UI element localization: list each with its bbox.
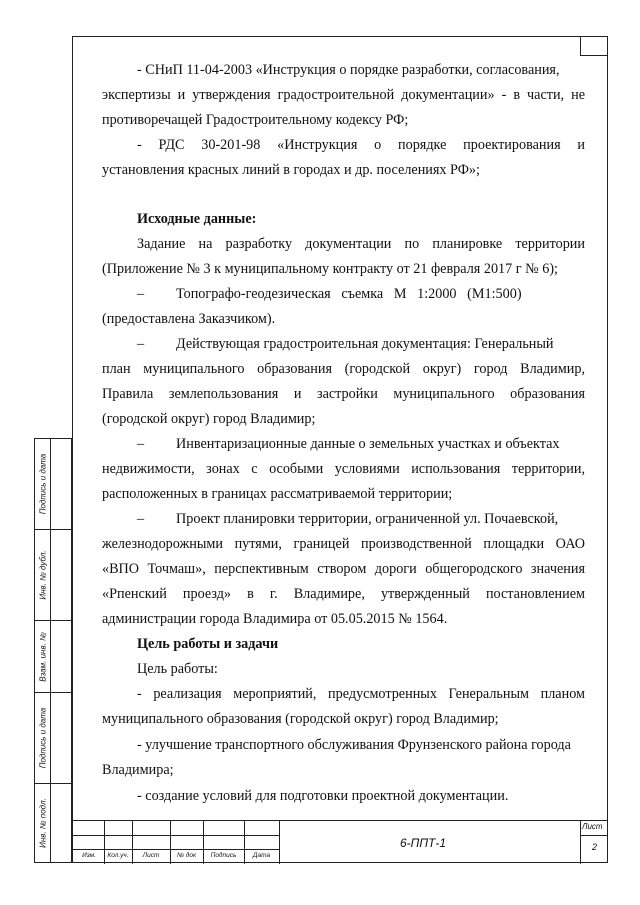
- text-line: противоречащей Градостроительному кодексу РФ;: [102, 112, 409, 128]
- stamp-col-podp: Подпись: [210, 852, 237, 859]
- text-line: Правила землепользования и застройки муниципального образования: [102, 386, 585, 402]
- text-line: администрации города Владимира от 05.05.2015 № 1564.: [102, 611, 448, 627]
- stamp-col-data: Дата: [252, 852, 271, 859]
- side-cell-dup-inventory: Инв. № дубл.: [34, 529, 72, 621]
- text-line: - реализация мероприятий, предусмотренных Генеральным планом: [137, 686, 585, 702]
- text-line: (предоставлена Заказчиком).: [102, 311, 276, 327]
- text-line: муниципального образования (городской округ) город Владимир;: [102, 711, 499, 727]
- text-line: - создание условий для подготовки проектной документации.: [137, 788, 509, 804]
- side-cell-original-inventory: Инв. № подл.: [34, 783, 72, 863]
- text-line: (Приложение № 3 к муниципальному контракту от 21 февраля 2017 г № 6);: [102, 261, 558, 277]
- stamp-col-list: Лист: [142, 852, 160, 859]
- text-line: Владимира;: [102, 762, 174, 778]
- section-heading: Цель работы и задачи: [137, 636, 279, 652]
- text-line: Задание на разработку документации по планировке территории: [137, 236, 585, 252]
- text-line: - РДС 30-201-98 «Инструкция о порядке проектирования и: [137, 137, 585, 153]
- title-block: [72, 820, 608, 864]
- sheet-label: Лист: [582, 822, 603, 831]
- text-line: «Рпенский проезд» в г. Владимире, утвержденный постановлением: [102, 586, 585, 602]
- text-line: недвижимости, зонах с особыми условиями использования территории,: [102, 461, 585, 477]
- text-line: Цель работы:: [137, 661, 218, 677]
- text-line: – Проект планировки территории, ограниченной ул. Почаевской,: [137, 511, 559, 527]
- page-number: 2: [592, 842, 598, 852]
- text-line: – Действующая градостроительная документация: Генеральный: [137, 336, 554, 352]
- stamp-col-izm: Изм.: [82, 852, 96, 859]
- side-cell-signature-date-2: Подпись и дата: [34, 692, 72, 784]
- text-line: - улучшение транспортного обслуживания Фрунзенского района города: [137, 737, 571, 753]
- page-corner-box: [580, 36, 608, 56]
- stamp-col-kol: Кол.уч.: [107, 852, 129, 859]
- text-line: план муниципального образования (городской округ) город Владимир,: [102, 361, 585, 377]
- document-code: 6-ППТ-1: [400, 836, 447, 850]
- text-line: экспертизы и утверждения градостроительной документации» - в части, не: [102, 87, 585, 103]
- side-cell-replacement-inventory: Взам. инв. №: [34, 620, 72, 693]
- side-cell-signature-date: Подпись и дата: [34, 438, 72, 530]
- text-line: «ВПО Точмаш», перспективным створом дороги общегородского значения: [102, 561, 585, 577]
- text-line: - СНиП 11-04-2003 «Инструкция о порядке разработки, согласования,: [137, 62, 560, 78]
- section-heading: Исходные данные:: [137, 211, 257, 227]
- text-line: установления красных линий в городах и др. поселениях РФ»;: [102, 162, 480, 178]
- text-line: – Топографо-геодезическая съемка М 1:2000 (М1:500): [137, 286, 522, 302]
- stamp-col-ndok: № док: [176, 852, 197, 859]
- text-line: расположенных в границах рассматриваемой территории;: [102, 486, 453, 502]
- text-line: (городской округ) город Владимир;: [102, 411, 316, 427]
- text-line: железнодорожными путями, границей производственной площадки ОАО: [102, 536, 585, 552]
- text-line: – Инвентаризационные данные о земельных участках и объектах: [137, 436, 560, 452]
